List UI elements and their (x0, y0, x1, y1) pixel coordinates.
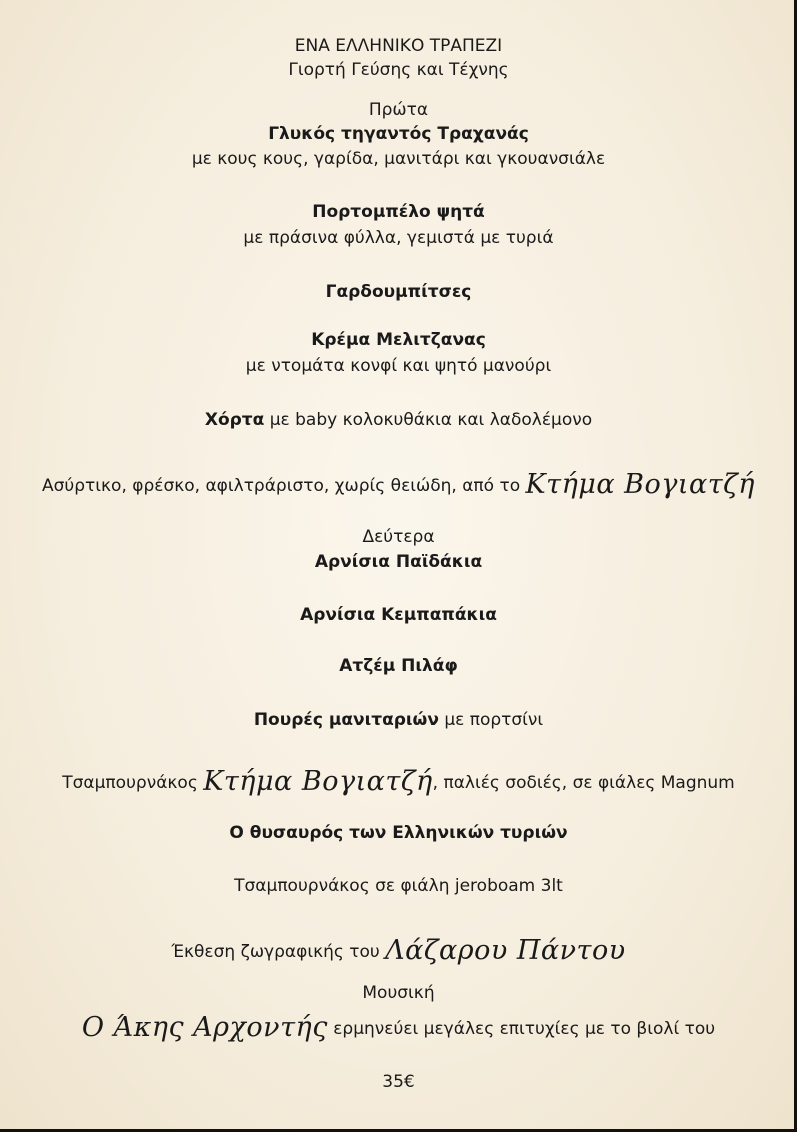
dish-name-eggplant-cream: Κρέμα Μελιτζανας (311, 330, 486, 350)
exhibition-text: Έκθεση ζωγραφικής του (171, 942, 386, 962)
dish-desc-portobello: με πράσινα φύλλα, γεμιστά με τυριά (243, 228, 554, 248)
dish-name-portobello: Πορτομπέλο ψητά (312, 202, 485, 222)
art-exhibition (0, 935, 797, 966)
first-course-wine (0, 469, 797, 500)
dish-name-gardoumpitses: Γαρδουμπίτσες (325, 282, 472, 302)
cheese-wine: Τσαμπουρνάκος σε φιάλη jeroboam 3lt (234, 876, 563, 896)
winery-name: Κτήμα Βογιατζή (525, 469, 755, 500)
dish-name-trachanas: Γλυκός τηγαντός Τραχανάς (268, 124, 529, 144)
menu-title: ΕΝΑ ΕΛΛΗΝΙΚΟ ΤΡΑΠΕΖΙ (294, 36, 503, 56)
dish-desc-eggplant-cream: με ντομάτα κονφί και ψητό μανούρι (245, 356, 552, 376)
dish-desc-horta: με baby κολοκυθάκια και λαδολέμονο (264, 410, 593, 430)
first-course-heading: Πρώτα (368, 100, 429, 120)
dish-name-atzem-pilaf: Ατζέμ Πιλάφ (339, 656, 458, 676)
second-course-heading: Δεύτερα (362, 527, 435, 547)
second-course-wine (0, 766, 797, 797)
musician-name: Ο Άκης Αρχοντής (81, 1012, 328, 1043)
cheese-course: Ο θυσαυρός των Ελληνικών τυριών (229, 823, 568, 843)
dish-mushroom-puree (0, 709, 797, 731)
menu-price: 35€ (382, 1072, 415, 1092)
dish-name-lamb-kebab: Αρνίσια Κεμπαπάκια (300, 605, 497, 625)
wine-text: Ασύρτικο, φρέσκο, αφιλτράριστο, χωρίς θειώδη, από το (42, 476, 526, 496)
winery-name: Κτήμα Βογιατζή (203, 766, 433, 797)
dish-name-lamb-chops: Αρνίσια Παϊδάκια (314, 552, 483, 572)
music-text: ερμηνεύει μεγάλες επιτυχίες με το βιολί του (327, 1019, 716, 1039)
dish-name-horta: Χόρτα (204, 410, 265, 430)
dish-name-mushroom-puree: Πουρές μανιταριών (253, 710, 439, 730)
menu-subtitle: Γιορτή Γεύσης και Τέχνης (288, 60, 509, 80)
wine-text-before: Τσαμπουρνάκος (62, 773, 204, 793)
music-performer (0, 1012, 797, 1043)
wine-text-after: , παλιές σοδιές, σε φιάλες Magnum (432, 773, 735, 793)
dish-desc-trachanas: με κους κους, γαρίδα, μανιτάρι και γκουανσιάλε (191, 149, 606, 169)
dish-desc-mushroom-puree: με πορτσίνι (438, 710, 544, 730)
music-heading: Μουσική (362, 983, 435, 1003)
painter-name: Λάζαρου Πάντου (385, 935, 626, 966)
dish-horta (0, 409, 797, 431)
